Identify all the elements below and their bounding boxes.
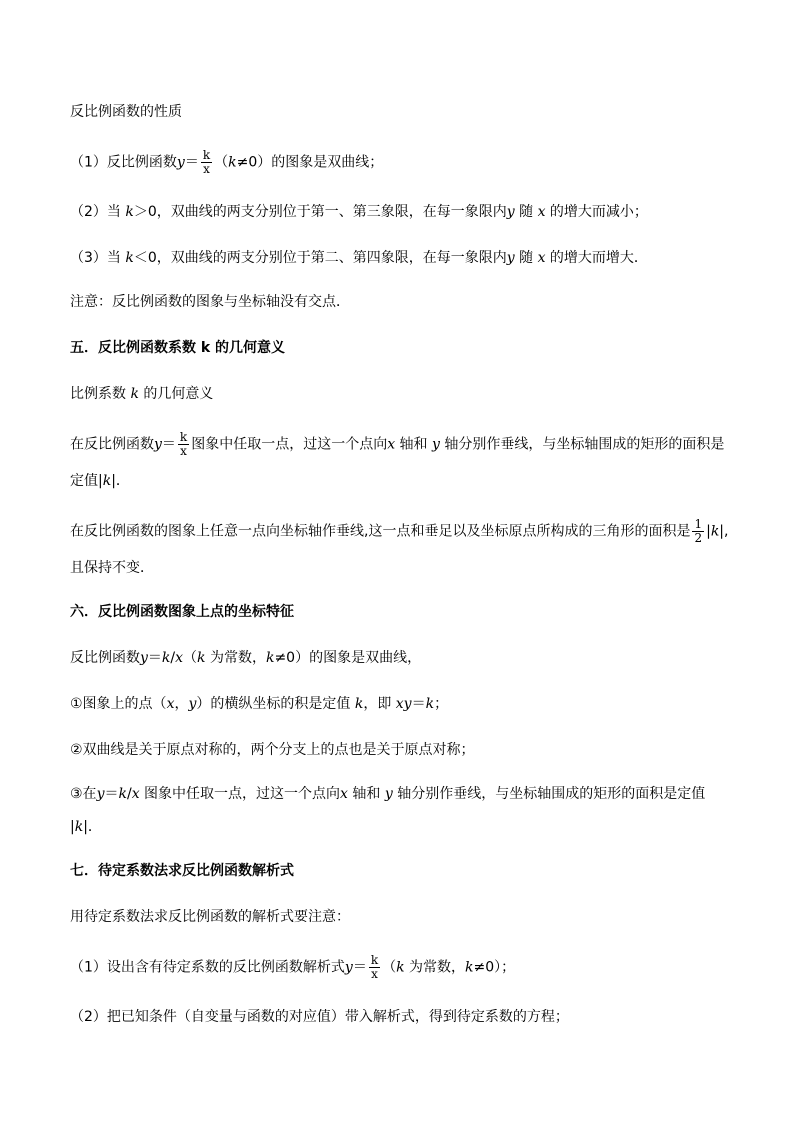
step-item [70, 1008, 569, 1026]
text-run: ≠0）； [473, 959, 516, 976]
text-run: 为常数， [404, 959, 466, 976]
text-run: ， [174, 696, 189, 712]
text-run: （2）把已知条件（自变量与函数的对应值）带入解析式，得到待定系数的方程； [70, 1009, 569, 1025]
text-run: 轴和 [347, 786, 385, 802]
list-item [70, 785, 705, 803]
section-heading [70, 339, 285, 357]
text-run: ②双曲线是关于原点对称的，两个分支上的点也是关于原点对称； [70, 742, 475, 758]
math-variable: x [340, 786, 348, 802]
text-run: ≠0）的图象是双曲线； [236, 154, 384, 171]
math-variable: x [166, 696, 175, 712]
fraction-numerator: k [370, 953, 379, 967]
fraction [692, 518, 704, 545]
text-run: 的增大而减小； [545, 204, 648, 220]
text-run: 轴和 [395, 436, 433, 453]
text-run: 用待定系数法求反比例函数的解析式要注意： [70, 909, 350, 925]
text-run: 五．反比例函数系数 k 的几何意义 [70, 340, 286, 356]
math-variable: k [396, 959, 405, 976]
paragraph [70, 649, 421, 667]
text-run: ＜0，双曲线的两支分别位于第二、第四象限，在每一象限内 [133, 250, 507, 266]
fraction-numerator: k [202, 148, 211, 162]
text-run: 在反比例函数 [70, 436, 154, 453]
text-run: ③在 [70, 786, 97, 802]
math-variable: y [176, 154, 185, 171]
paragraph [70, 431, 724, 458]
list-item [70, 741, 475, 759]
text-run: （ [382, 959, 397, 976]
text-run: 在反比例函数的图象上任意一点向坐标轴作垂线,这一点和垂足以及坐标原点所构成的三角形的面积是 [70, 523, 691, 540]
text-run: ＝ [184, 154, 199, 171]
text-run: 注意：反比例函数的图象与坐标轴没有交点． [70, 294, 350, 310]
paragraph [70, 559, 154, 577]
text-run: | [70, 819, 75, 835]
paragraph [70, 472, 130, 490]
math-variable: k [228, 154, 237, 171]
section-heading [70, 862, 294, 880]
math-variable: x [537, 250, 546, 266]
fraction-denominator: 2 [694, 531, 703, 545]
math-variable: y [506, 250, 515, 266]
paragraph [70, 908, 350, 926]
text-run: ①图象上的点（ [70, 696, 167, 712]
property-item [70, 249, 648, 267]
math-variable: x [131, 786, 140, 802]
text-run: 图象中任取一点，过这一个点向 [139, 786, 341, 802]
math-variable: y [384, 786, 393, 802]
paragraph [70, 518, 728, 545]
text-run: ＞0，双曲线的两支分别位于第一、第三象限，在每一象限内 [133, 204, 507, 220]
math-variable: y [140, 650, 148, 666]
math-variable: k [125, 204, 134, 220]
section-heading [70, 603, 294, 621]
note [70, 293, 350, 311]
fraction-numerator: k [179, 430, 188, 444]
fraction-denominator: x [178, 444, 189, 458]
text-run: ＝ [147, 650, 162, 666]
list-item [70, 695, 448, 713]
math-variable: x [387, 436, 396, 453]
text-run: 定值| [70, 473, 103, 489]
text-run: ，即 [363, 696, 396, 712]
text-run: / [170, 650, 176, 666]
text-run: 随 [514, 250, 538, 266]
paragraph [70, 103, 182, 121]
text-run: | [706, 523, 711, 540]
text-run: 图象中任取一点，过这一个点向 [191, 436, 388, 453]
math-variable: x [175, 650, 184, 666]
math-variable: k [265, 650, 275, 666]
text-run: （2）当 [70, 204, 126, 220]
math-variable: xy [395, 696, 412, 712]
fraction [178, 431, 189, 458]
step-item [70, 954, 515, 981]
text-run: / [126, 786, 132, 802]
text-run: （3）当 [70, 250, 126, 266]
text-run: 反比例函数 [70, 650, 140, 666]
text-run: ≠0）的图象是双曲线， [274, 650, 422, 666]
math-variable: y [344, 959, 353, 976]
text-run: （1）反比例函数 [70, 154, 177, 171]
text-run: 随 [514, 204, 538, 220]
text-run: ＝ [161, 436, 176, 453]
math-variable: x [537, 204, 546, 220]
text-run: 的几何意义 [138, 386, 214, 402]
math-variable: k [102, 473, 112, 489]
text-run: 且保持不变． [70, 560, 154, 576]
math-variable: k [118, 786, 127, 802]
math-variable: k [710, 523, 720, 540]
text-run: （1）设出含有待定系数的反比例函数解析式 [70, 959, 345, 976]
text-run: |． [111, 473, 130, 489]
property-item [70, 203, 648, 221]
math-variable: y [154, 436, 162, 453]
text-run: （ [183, 650, 198, 666]
math-variable: k [125, 250, 134, 266]
text-run: 的增大而增大． [545, 250, 648, 266]
fraction [201, 149, 212, 176]
fraction-numerator: 1 [694, 517, 703, 531]
math-variable: k [465, 959, 474, 976]
text-run: 轴分别作垂线，与坐标轴围成的矩形的面积是定值 [392, 786, 706, 802]
math-variable: y [96, 786, 105, 802]
text-run: ＝ [104, 786, 119, 802]
math-variable: y [506, 204, 515, 220]
text-run: 七．待定系数法求反比例函数解析式 [70, 863, 294, 879]
math-variable: k [161, 650, 171, 666]
text-run: 反比例函数的性质 [70, 104, 182, 120]
text-run: |, [719, 523, 729, 540]
text-run: ）的横纵坐标的积是定值 [196, 696, 355, 712]
math-variable: k [354, 696, 364, 712]
fraction-denominator: x [369, 967, 380, 981]
text-run: ； [434, 696, 449, 712]
text-run: ＝ [352, 959, 367, 976]
math-variable: k [197, 650, 206, 666]
text-run: ＝ [411, 696, 426, 712]
math-variable: k [130, 386, 139, 402]
text-run: （ [214, 154, 229, 171]
text-run: |． [83, 819, 102, 835]
list-item [70, 818, 102, 836]
fraction-denominator: x [201, 162, 212, 176]
math-variable: y [432, 436, 440, 453]
text-run: 为常数， [205, 650, 266, 666]
text-run: 比例系数 [70, 386, 131, 402]
math-variable: y [188, 696, 197, 712]
paragraph [70, 385, 213, 403]
text-run: 六．反比例函数图象上点的坐标特征 [70, 604, 294, 620]
fraction [369, 954, 380, 981]
math-variable: k [425, 696, 435, 712]
math-variable: k [74, 819, 84, 835]
property-item [70, 149, 383, 176]
text-run: 轴分别作垂线，与坐标轴围成的矩形的面积是 [439, 436, 725, 453]
